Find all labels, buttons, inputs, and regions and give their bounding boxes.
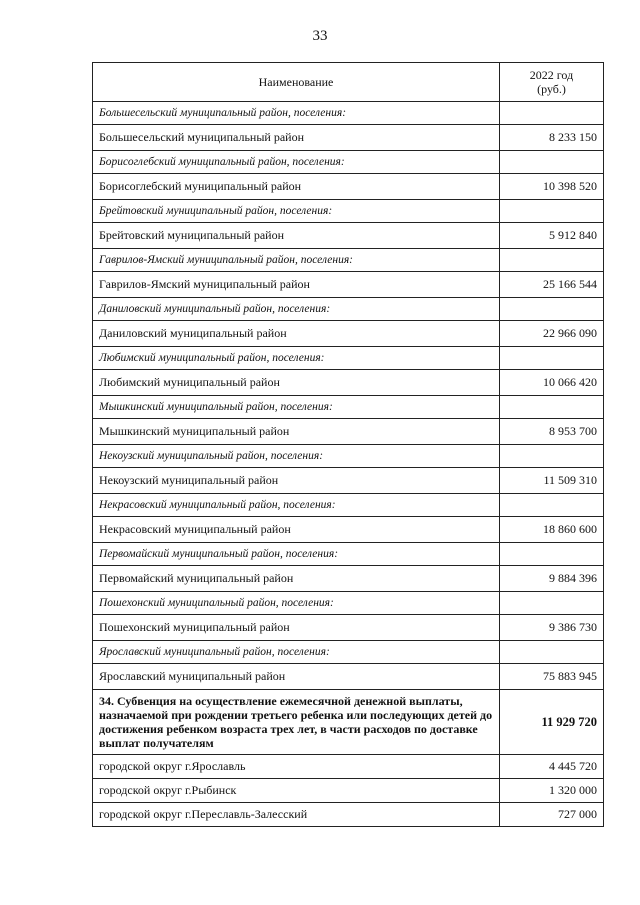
header-year-label: 2022 год — [529, 68, 574, 82]
table-row — [93, 200, 604, 223]
row-value-cell — [500, 347, 604, 370]
subvention-table — [92, 62, 604, 827]
row-value-cell — [500, 641, 604, 664]
row-value-cell — [500, 543, 604, 566]
row-name-cell: Первомайский муниципальный район — [93, 566, 500, 592]
row-name-cell: городской округ г.Ярославль — [93, 755, 500, 779]
table-row — [93, 249, 604, 272]
row-name-cell: Первомайский муниципальный район, поселения: — [93, 543, 500, 566]
row-name-cell: Некрасовский муниципальный район — [93, 517, 500, 543]
row-value-cell: 8 233 150 — [500, 125, 604, 151]
row-name-cell: 34. Субвенция на осуществление ежемесячной денежной выплаты, назначаемой при рождении третьего ребенка или последующих детей до достижения ребенком возраста трех лет, в части расходов по доставке выплат получателям — [93, 690, 500, 755]
row-value-cell — [500, 200, 604, 223]
table-row — [93, 690, 604, 755]
table-row — [93, 468, 604, 494]
row-name-cell: Гаврилов-Ямский муниципальный район, поселения: — [93, 249, 500, 272]
row-value-cell — [500, 396, 604, 419]
table-row — [93, 615, 604, 641]
row-value-cell: 5 912 840 — [500, 223, 604, 249]
table-body — [93, 102, 604, 827]
row-value-cell — [500, 445, 604, 468]
table-row — [93, 151, 604, 174]
row-name-cell: Мышкинский муниципальный район — [93, 419, 500, 445]
table-row — [93, 779, 604, 803]
table-row — [93, 419, 604, 445]
header-unit-label: (руб.) — [537, 82, 566, 96]
row-name-cell: Брейтовский муниципальный район, поселения: — [93, 200, 500, 223]
row-name-cell: Даниловский муниципальный район, поселения: — [93, 298, 500, 321]
row-value-cell: 22 966 090 — [500, 321, 604, 347]
row-name-cell: Гаврилов-Ямский муниципальный район — [93, 272, 500, 298]
table-row — [93, 298, 604, 321]
header-name: Наименование — [93, 63, 500, 102]
table-row — [93, 664, 604, 690]
row-name-cell: Даниловский муниципальный район — [93, 321, 500, 347]
table-row — [93, 223, 604, 249]
page-number: 33 — [312, 28, 328, 44]
row-value-cell: 9 884 396 — [500, 566, 604, 592]
table-row — [93, 347, 604, 370]
row-name-cell: Брейтовский муниципальный район — [93, 223, 500, 249]
table-row — [93, 445, 604, 468]
row-value-cell: 9 386 730 — [500, 615, 604, 641]
table-row — [93, 803, 604, 827]
row-value-cell: 75 883 945 — [500, 664, 604, 690]
table-row — [93, 641, 604, 664]
row-value-cell: 18 860 600 — [500, 517, 604, 543]
row-value-cell — [500, 102, 604, 125]
row-value-cell: 4 445 720 — [500, 755, 604, 779]
header-year — [500, 63, 604, 102]
row-name-cell: Борисоглебский муниципальный район, поселения: — [93, 151, 500, 174]
row-name-cell: Борисоглебский муниципальный район — [93, 174, 500, 200]
row-value-cell: 25 166 544 — [500, 272, 604, 298]
table-row — [93, 494, 604, 517]
row-name-cell: Некрасовский муниципальный район, поселения: — [93, 494, 500, 517]
table-row — [93, 102, 604, 125]
table-row — [93, 755, 604, 779]
row-name-cell: Пошехонский муниципальный район, поселения: — [93, 592, 500, 615]
row-value-cell — [500, 298, 604, 321]
row-name-cell: городской округ г.Переславль-Залесский — [93, 803, 500, 827]
table-row — [93, 321, 604, 347]
table-row — [93, 517, 604, 543]
table-header-row — [93, 63, 604, 102]
row-name-cell: Любимский муниципальный район — [93, 370, 500, 396]
row-name-cell: Некоузский муниципальный район — [93, 468, 500, 494]
row-name-cell: Пошехонский муниципальный район — [93, 615, 500, 641]
row-name-cell: Большесельский муниципальный район — [93, 125, 500, 151]
row-name-cell: Большесельский муниципальный район, поселения: — [93, 102, 500, 125]
row-name-cell: Ярославский муниципальный район — [93, 664, 500, 690]
table-row — [93, 125, 604, 151]
table-row — [93, 566, 604, 592]
row-value-cell: 727 000 — [500, 803, 604, 827]
row-value-cell: 11 929 720 — [500, 690, 604, 755]
table-row — [93, 370, 604, 396]
row-value-cell: 10 066 420 — [500, 370, 604, 396]
table-row — [93, 543, 604, 566]
row-value-cell — [500, 151, 604, 174]
row-value-cell: 11 509 310 — [500, 468, 604, 494]
row-name-cell: Некоузский муниципальный район, поселения: — [93, 445, 500, 468]
row-value-cell: 1 320 000 — [500, 779, 604, 803]
row-name-cell: Ярославский муниципальный район, поселения: — [93, 641, 500, 664]
table-row — [93, 592, 604, 615]
row-name-cell: Любимский муниципальный район, поселения: — [93, 347, 500, 370]
table-row — [93, 272, 604, 298]
row-value-cell: 10 398 520 — [500, 174, 604, 200]
row-value-cell — [500, 249, 604, 272]
row-value-cell — [500, 494, 604, 517]
row-name-cell: городской округ г.Рыбинск — [93, 779, 500, 803]
row-name-cell: Мышкинский муниципальный район, поселения: — [93, 396, 500, 419]
table-row — [93, 174, 604, 200]
table-row — [93, 396, 604, 419]
row-value-cell: 8 953 700 — [500, 419, 604, 445]
row-value-cell — [500, 592, 604, 615]
